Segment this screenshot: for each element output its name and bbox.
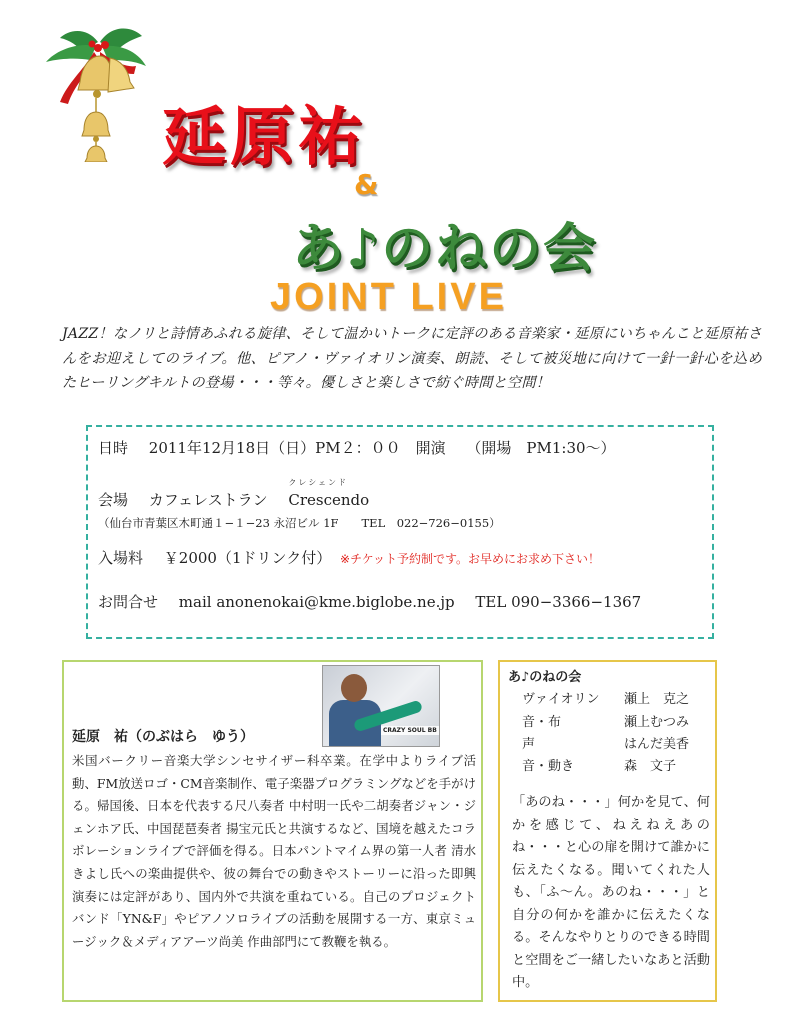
ticket-notice: ※チケット予約制です。お早めにお求め下さい！ — [340, 552, 601, 566]
event-date-line — [98, 437, 616, 458]
open-time: （開場 PM1:30〜） — [466, 439, 616, 457]
contact-line — [98, 591, 641, 612]
fee-value: ￥2000（1ドリンク付） — [163, 549, 332, 567]
member-row — [500, 733, 719, 755]
member-role: 音・布 — [522, 715, 562, 730]
performer-bio-text: 米国バークリー音楽大学シンセサイザー科卒業。在学中よりライブ活動、FM放送ロゴ・CM音楽制作、電子楽器プログラミングなどを手がける。帰国後、日本を代表する尺八奏者 中村明一氏や二胡奏者ジャン・ジェンホア氏、中国琵琶奏者 揚宝元氏と共演するなど、国境を越えたコラボレーションライブで評価を得る。日本パントマイム界の第一人者 清水きよし氏への楽曲提供や、彼の舞台での動きやストーリーに沿った即興演奏には定評があり、国内外で共演を重ねている。自己のプロジェクトバンド「YN&F」やピアノソロライブの活動を展開する一方、東京ミュージック＆メディアアーツ尚美 作曲部門にて教鞭を執る。 — [72, 753, 476, 949]
group-description: 「あのね・・・」何かを見て、何かを感じて、ねえねえあのね・・・と心の扉を開けて誰かに伝えたくなる。聞いてくれた人も、「ふ〜ん。あのね・・・」と自分の何かを誰かに伝えたくなる。そんなやりとりのできる時間と空間をご一緒したいなあと活動中。 — [512, 795, 710, 990]
venue-name-en: Crescendo — [288, 491, 370, 509]
venue-line — [98, 478, 370, 510]
performer-photo — [322, 665, 440, 747]
member-row — [500, 755, 719, 777]
group-title: あ♪のねの会 — [292, 219, 598, 279]
date-value: 2011年12月18日（日）PM２：００ 開演 — [148, 439, 446, 457]
member-name: 森 文子 — [624, 759, 677, 774]
joint-live-title: JOINT LIVE — [270, 276, 507, 318]
member-name: 瀬上むつみ — [624, 715, 690, 730]
contact-label: お問合せ — [98, 593, 159, 611]
venue-ruby: クレシェンド — [288, 478, 349, 487]
member-role: 声 — [522, 737, 536, 752]
contact-tel: TEL 090−3366−1367 — [475, 593, 642, 611]
performer-name: 延原 祐（のぶはら ゆう） — [72, 729, 254, 745]
venue-label: 会場 — [98, 491, 129, 509]
group-box — [498, 660, 717, 1002]
fee-line — [98, 547, 600, 568]
member-row — [500, 711, 719, 733]
photo-caption: CRAZY SOUL BB — [383, 727, 437, 734]
venue-address: （仙台市青葉区木町通１−１−23 永沼ビル 1F TEL 022−726−0155） — [98, 516, 501, 530]
member-role: 音・動き — [522, 759, 575, 774]
performer-title: 延原祐 — [162, 101, 366, 175]
member-name: 瀬上 克之 — [624, 692, 690, 707]
intro-paragraph: JAZZ！なノリと詩情あふれる旋律、そして温かいトークに定評のある音楽家・延原にいちゃんこと延原祐さんをお迎えしてのライブ。他、ピアノ・ヴァイオリン演奏、朗読、そして被災地に向けて一針一針心を込めたヒーリングキルトの登場・・・等々。優しさと楽しさで紡ぐ時間と空間！ — [62, 326, 762, 391]
event-info-box — [86, 425, 714, 639]
member-name: はんだ美香 — [624, 737, 690, 752]
contact-mail: mail anonenokai@kme.biglobe.ne.jp — [178, 593, 455, 611]
ampersand-title: & — [354, 168, 379, 201]
venue-name: カフェレストラン — [148, 491, 268, 509]
date-label: 日時 — [98, 439, 129, 457]
christmas-bells-icon — [38, 22, 148, 162]
performer-bio-box — [62, 660, 483, 1002]
group-box-title: あ♪のねの会 — [508, 670, 582, 685]
member-row — [500, 688, 719, 710]
member-role: ヴァイオリン — [522, 692, 600, 707]
fee-label: 入場料 — [98, 549, 144, 567]
